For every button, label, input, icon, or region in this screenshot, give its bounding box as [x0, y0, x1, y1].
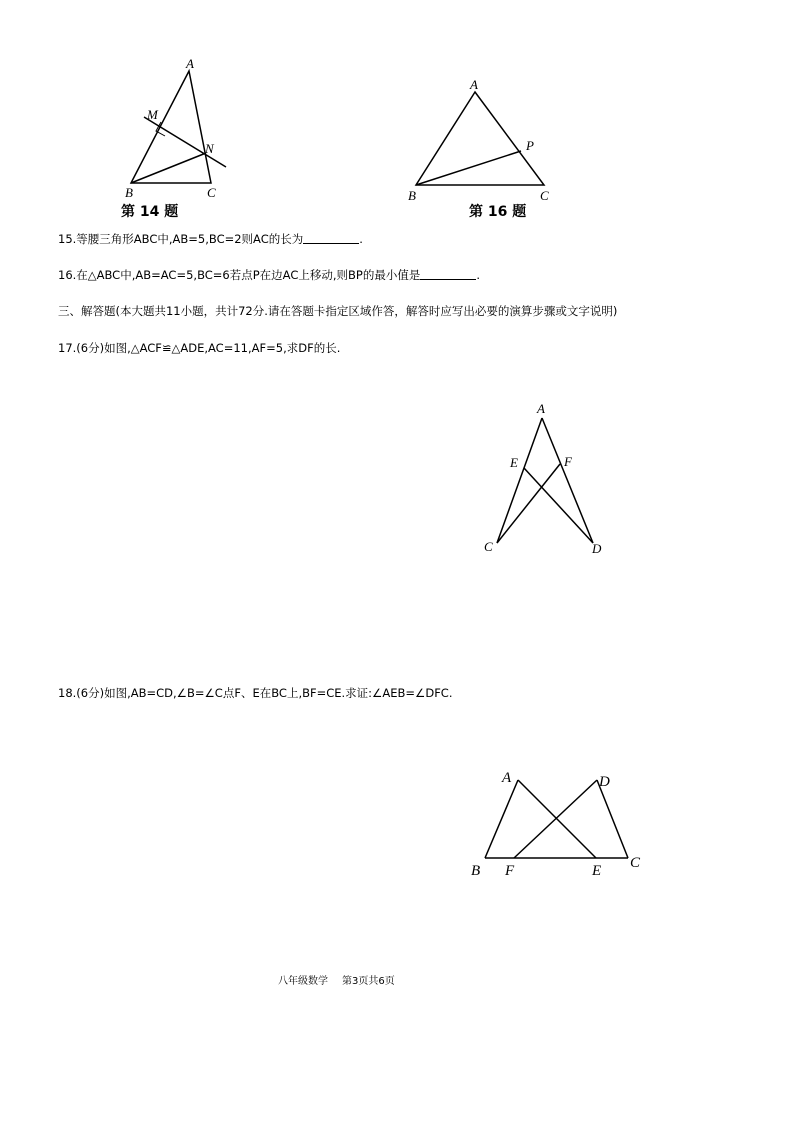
- figure-17: [475, 398, 615, 563]
- answer-blank-15[interactable]: [303, 233, 359, 244]
- label-c: C: [207, 185, 216, 200]
- label-a: A: [537, 401, 545, 416]
- label-p: P: [526, 138, 534, 153]
- question-17: 17.(6分)如图,△ACF≌△ADE,AC=11,AF=5,求DF的长.: [58, 341, 341, 355]
- figure-16: [400, 75, 560, 210]
- question-15-text: 15.等腰三角形ABC中,AB=5,BC=2则AC的长为: [58, 232, 304, 246]
- label-d: D: [599, 774, 610, 790]
- figure-14-caption: 第 14 题: [121, 204, 179, 220]
- label-b: B: [125, 185, 133, 200]
- segment-dc: [597, 780, 628, 858]
- perpendicular-line-mn: [144, 117, 226, 167]
- segment-de: [524, 468, 593, 543]
- label-b: B: [408, 188, 416, 203]
- segment-cf: [497, 464, 560, 543]
- label-b: B: [471, 863, 481, 879]
- question-15: [58, 231, 363, 247]
- question-16: [58, 267, 480, 283]
- figure-16-caption: 第 16 题: [469, 204, 527, 220]
- label-d: D: [592, 541, 602, 556]
- label-c: C: [540, 188, 549, 203]
- label-c: C: [630, 855, 641, 871]
- label-a: A: [470, 77, 478, 92]
- label-e: E: [592, 863, 602, 879]
- answer-blank-16[interactable]: [420, 269, 476, 280]
- page-footer: [278, 972, 395, 987]
- figure-14: [110, 55, 250, 205]
- label-f: F: [564, 454, 572, 469]
- footer-page-number: 第3页共6页: [342, 976, 395, 987]
- label-a: A: [502, 770, 512, 786]
- segment-ad: [542, 418, 593, 543]
- label-n: N: [205, 141, 214, 156]
- triangle-abc: [416, 92, 544, 185]
- figure-18: [462, 762, 652, 887]
- question-16-text: 16.在△ABC中,AB=AC=5,BC=6若点P在边AC上移动,则BP的最小值是: [58, 268, 421, 282]
- label-m: M: [147, 107, 158, 122]
- question-15-end: .: [359, 232, 363, 246]
- label-a: A: [186, 56, 194, 71]
- label-f: F: [505, 863, 515, 879]
- label-c: C: [484, 539, 493, 554]
- question-18: 18.(6分)如图,AB=CD,∠B=∠C点F、E在BC上,BF=CE.求证:∠AEB=∠DFC.: [58, 686, 453, 700]
- segment-bn: [131, 153, 206, 183]
- segment-bp: [416, 151, 521, 185]
- label-e: E: [510, 455, 518, 470]
- section-3-heading: 三、解答题(本大题共11小题，共计72分.请在答题卡指定区域作答，解答时应写出必要的演算步骤或文字说明): [58, 304, 618, 318]
- segment-ab: [485, 780, 518, 858]
- question-16-end: .: [476, 268, 480, 282]
- footer-subject: 八年级数学: [278, 976, 328, 987]
